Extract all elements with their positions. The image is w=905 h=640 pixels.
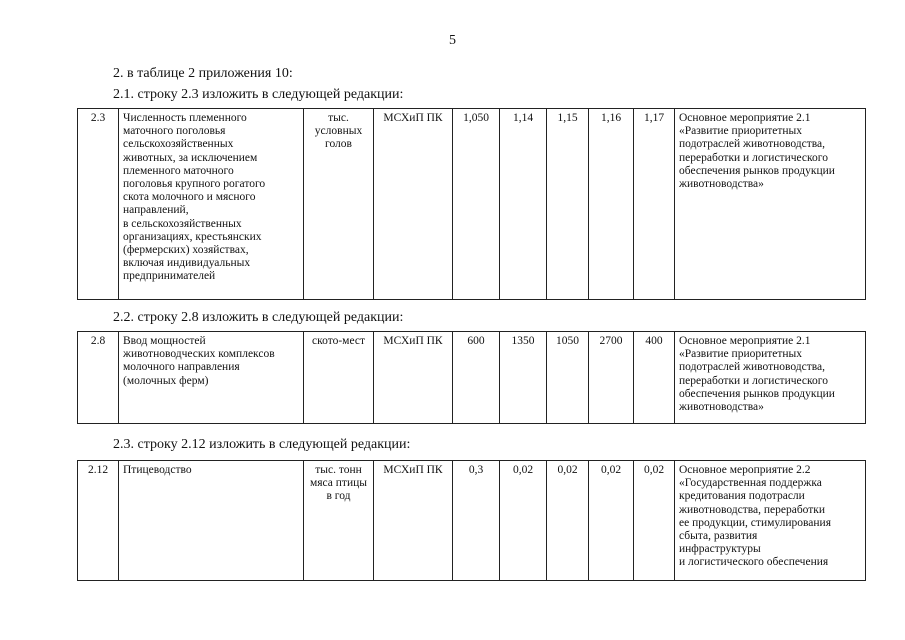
unit-line: тыс. тонн: [315, 464, 362, 476]
event-line: переработки и логистического: [679, 151, 828, 164]
executor-cell: МСХиП ПК: [374, 461, 453, 581]
event-line: переработки и логистического: [679, 374, 828, 387]
indicator-cell: [119, 461, 304, 581]
indicator-line: в сельскохозяйственных: [123, 217, 242, 230]
value-cell: 1050: [547, 332, 589, 424]
event-line: и логистического обеспечения: [679, 556, 829, 569]
event-cell: [675, 461, 866, 581]
section-heading-2-3: 2.3. строку 2.12 изложить в следующей редакции:: [113, 437, 411, 452]
value-cell: 1,050: [453, 109, 500, 300]
indicator-line: (фермерских) хозяйствах,: [123, 244, 249, 257]
value-cell: 0,02: [589, 461, 634, 581]
unit-line: ското-мест: [312, 335, 365, 347]
value-cell: 600: [453, 332, 500, 424]
unit-line: в год: [326, 490, 351, 503]
executor-cell: МСХиП ПК: [374, 332, 453, 424]
event-line: обеспечения рынков продукции: [679, 387, 835, 400]
event-line: сбыта, развития: [679, 530, 758, 543]
executor-cell: МСХиП ПК: [374, 109, 453, 300]
event-line: «Государственная поддержка: [679, 477, 822, 490]
indicator-line: включая индивидуальных: [123, 257, 251, 270]
indicator-line: скота молочного и мясного: [123, 191, 256, 204]
indicator-cell: [119, 332, 304, 424]
value-cell: 0,3: [453, 461, 500, 581]
event-line: животноводства»: [679, 401, 764, 414]
indicator-line: предпринимателей: [123, 270, 216, 283]
value-cell: 400: [634, 332, 675, 424]
table-row-2-12: [77, 460, 866, 581]
event-line: подотраслей животноводства,: [679, 361, 826, 374]
unit-line: тыс.: [328, 112, 349, 124]
indicator-line: Ввод мощностей: [123, 335, 206, 347]
event-line: подотраслей животноводства,: [679, 138, 826, 151]
indicator-line: племенного маточного: [123, 164, 234, 177]
value-cell: 0,02: [547, 461, 589, 581]
indicator-line: направлений,: [123, 204, 189, 217]
event-cell: [675, 332, 866, 424]
event-line: «Развитие приоритетных: [679, 125, 803, 138]
event-cell: [675, 109, 866, 300]
table-row-2-8: [77, 331, 866, 424]
event-line: инфраструктуры: [679, 543, 761, 556]
indicator-line: Птицеводство: [123, 464, 192, 476]
table-row-2-3: [77, 108, 866, 300]
value-cell: 1,14: [500, 109, 547, 300]
unit-cell: [304, 109, 374, 300]
value-cell: 0,02: [634, 461, 675, 581]
event-line: животноводства, переработки: [679, 503, 826, 516]
row-number: 2.3: [78, 109, 119, 300]
section-heading-2-2: 2.2. строку 2.8 изложить в следующей редакции:: [113, 310, 404, 325]
indicator-line: маточного поголовья: [123, 125, 226, 138]
value-cell: 1350: [500, 332, 547, 424]
indicator-line: организациях, крестьянских: [123, 230, 262, 243]
event-line: кредитования подотрасли: [679, 490, 805, 503]
indicator-line: животноводческих комплексов: [123, 348, 275, 361]
event-line: ее продукции, стимулирования: [679, 516, 831, 529]
value-cell: 1,15: [547, 109, 589, 300]
heading-main: 2. в таблице 2 приложения 10:: [113, 66, 293, 81]
unit-line: мяса птицы: [309, 477, 367, 490]
unit-line: условных: [314, 125, 363, 138]
indicator-line: (молочных ферм): [123, 374, 209, 387]
event-line: Основное мероприятие 2.1: [679, 112, 811, 124]
indicator-line: Численность племенного: [123, 112, 247, 124]
event-line: «Развитие приоритетных: [679, 348, 803, 361]
unit-cell: [304, 461, 374, 581]
event-line: животноводства»: [679, 178, 764, 191]
value-cell: 1,17: [634, 109, 675, 300]
value-cell: 1,16: [589, 109, 634, 300]
value-cell: 2700: [589, 332, 634, 424]
indicator-line: поголовья крупного рогатого: [123, 178, 266, 191]
event-line: обеспечения рынков продукции: [679, 164, 835, 177]
indicator-line: животных, за исключением: [123, 151, 258, 164]
value-cell: 0,02: [500, 461, 547, 581]
page-number: 5: [449, 33, 456, 48]
indicator-line: сельскохозяйственных: [123, 138, 234, 151]
unit-cell: [304, 332, 374, 424]
indicator-cell: [119, 109, 304, 300]
section-heading-2-1: 2.1. строку 2.3 изложить в следующей редакции:: [113, 87, 404, 102]
indicator-line: молочного направления: [123, 361, 240, 374]
event-line: Основное мероприятие 2.2: [679, 464, 811, 476]
unit-line: голов: [325, 138, 352, 151]
row-number: 2.12: [78, 461, 119, 581]
event-line: Основное мероприятие 2.1: [679, 335, 811, 347]
row-number: 2.8: [78, 332, 119, 424]
